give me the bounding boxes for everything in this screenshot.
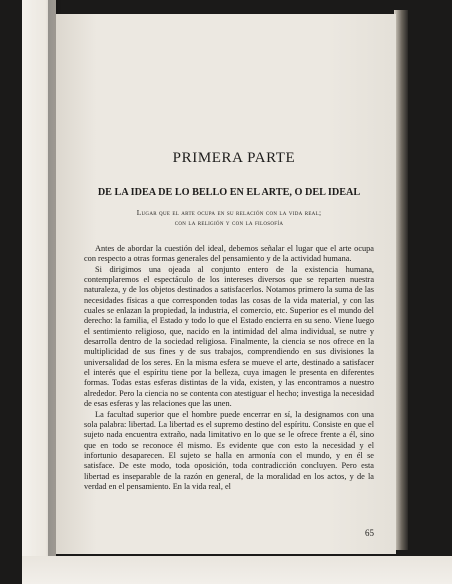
section-title: DE LA IDEA DE LO BELLO EN EL ARTE, O DEL IDEAL [97, 187, 361, 198]
paragraph: Antes de abordar la cuestión del ideal, debemos señalar el lugar que el arte ocupa con respecto a otras formas generales del pensamiento y de la actividad humana. [84, 244, 374, 264]
paragraph: La facultad superior que el hombre puede encerrar en sí, la designamos con una sola palabra: libertad. La libertad es el supremo destino del espíritu. Consiste en que el sujeto nada encuentra extraño, nada limitativo en lo que se le ofrece frente a él, sino que en todo se reconoce él mismo. Es evidente que con esto la necesidad y el infortunio desaparecen. El sujeto se halla en armonía con el mundo, y en él se satisface. De este modo, toda oposición, toda contradicción concluyen. Pero esta libertad es inseparable de la razón en general, de la moralidad en los actos, y de la verdad en el pensamiento. En la vida real, el [84, 409, 374, 491]
section-subtitle [84, 208, 374, 228]
part-title: PRIMERA PARTE [172, 150, 296, 166]
subtitle-line-1: Lugar que el arte ocupa en su relación con la vida real; [136, 208, 322, 217]
book-page [56, 14, 396, 554]
paragraph: Si dirigimos una ojeada al conjunto entero de la existencia humana, contemplaremos el espectáculo de los intereses diversos que se reparten nuestra naturaleza, y de los objetos destinados a satisfacerlos. Notamos primero la suma de las necesidades físicas a que corresponden todas las cosas de la vida material, y con las cuales se enlazan la propiedad, la industria, el comercio, etc. Superior es el mundo del derecho: la familia, el Estado y todo lo que el Estado encierra en su seno. Viene luego el sentimiento religioso, que, nacido en la intimidad del alma individual, se nutre y desarrolla dentro de la sociedad religiosa. Finalmente, la ciencia se nos ofrece en la multiplicidad de sus fines y de sus trabajos, comprendiendo en sus divisiones la universalidad de los seres. En la misma esfera se mueve el arte, destinado a satisfacer el interés que el espíritu tiene por la belleza, cuya imagen le presenta en diferentes formas. Todas estas esferas distintas de la vida, existen, y las encontramos a nuestro alrededor. Pero la ciencia no se contenta con atestiguar el hecho; investiga la necesidad de esas esferas y las relaciones que las unen. [84, 264, 374, 409]
page-number: 65 [365, 528, 374, 538]
bottom-page-strip [22, 556, 452, 584]
subtitle-line-2: con la religión y con la filosofía [174, 218, 284, 227]
book-edge [394, 10, 408, 550]
